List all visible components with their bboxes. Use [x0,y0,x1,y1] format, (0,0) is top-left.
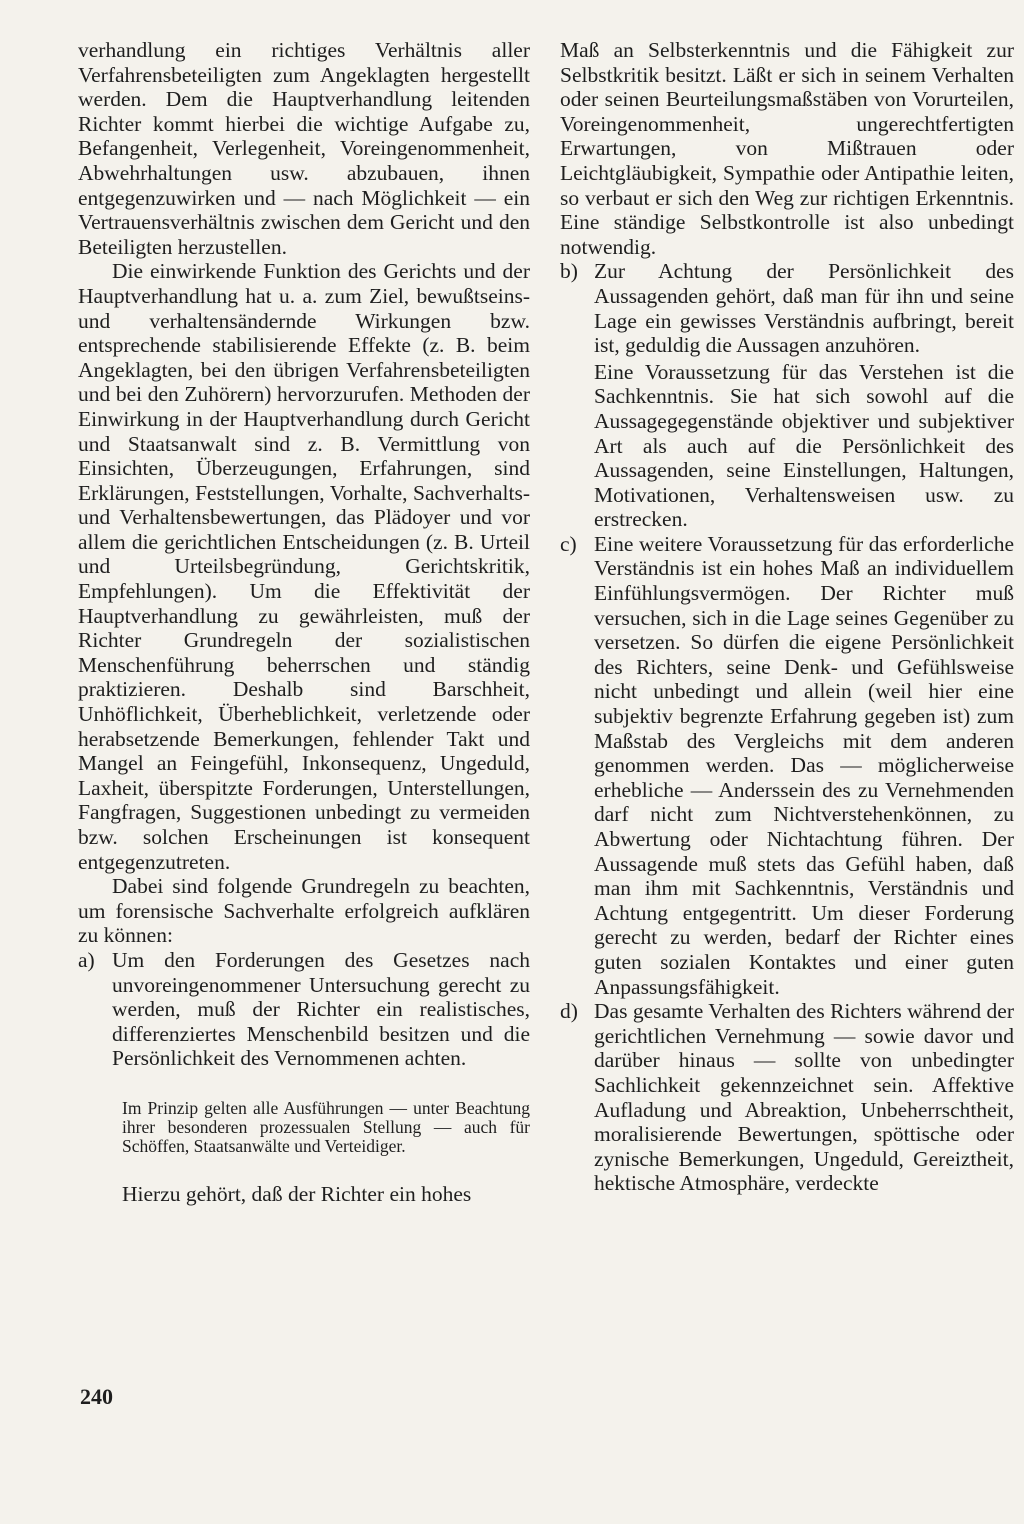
paragraph: Dabei sind folgende Grundregeln zu beachten, um forensische Sachverhalte erfolgreich aufklären zu können: [78,874,530,948]
list-item-text: Eine Voraussetzung für das Verstehen ist die Sachkenntnis. Sie hat sich sowohl auf die Aussagegegenstände objektiver und subjektiver Art als auch auf die Persönlichkeit des Aussagenden, seine Einstellungen, Haltungen, Motivationen, Verhaltensweisen usw. zu erstrecken. [594,359,1014,532]
right-column [560,38,1014,1196]
list-label: c) [560,531,577,556]
list-item-d [560,999,1014,1196]
list-item-text: Das gesamte Verhalten des Richters während der gerichtlichen Vernehmung — sowie davor und darüber hinaus — sollte von unbedingter Sachlichkeit gekennzeichnet sein. Affektive Aufladung und Abreaktion, Unbeherrschtheit, moralisierende Bewertungen, spöttische oder zynische Bemerkungen, Ungeduld, Gereiztheit, hektische Atmosphäre, verdeckte [594,999,1014,1196]
list-label: b) [560,259,578,284]
list-item-b [560,259,1014,532]
list-item-text: Zur Achtung der Persönlichkeit des Aussagenden gehört, daß man für ihn und seine Lage ein gewisses Verständnis aufbringt, bereit ist, geduldig die Aussagen anzuhören. [594,259,1014,358]
list-item-a [78,948,530,1071]
page-number: 240 [80,1384,113,1409]
list-label: a) [78,947,95,972]
list-item-text: Um den Forderungen des Gesetzes nach unvoreingenommener Untersuchung gerecht zu werden, muß der Richter ein realistisches, differenziertes Menschenbild besitzen und die Persönlichkeit des Vernommenen achten. [112,947,530,1071]
list-label: d) [560,999,578,1024]
left-column [78,38,530,1207]
paragraph: Maß an Selbsterkenntnis und die Fähigkeit zur Selbstkritik besitzt. Läßt er sich in seinem Verhalten oder seinen Beurteilungsmaßstäben von Vorurteilen, Voreingenommenheit, ungerechtfertigten Erwartungen, von Mißtrauen oder Leichtgläubigkeit, Sympathie oder Antipathie leiten, so verbaut er sich den Weg zur richtigen Erkenntnis. Eine ständige Selbstkontrolle ist also unbedingt notwendig. [560,38,1014,259]
paragraph: verhandlung ein richtiges Verhältnis aller Verfahrensbeteiligten zum Angeklagten hergestellt werden. Dem die Hauptverhandlung leitenden Richter kommt hierbei die wichtige Aufgabe zu, Befangenheit, Verlegenheit, Voreingenommenheit, Abwehrhaltungen usw. abzubauen, ihnen entgegenzuwirken und — nach Möglichkeit — ein Vertrauensverhältnis zwischen dem Gericht und den Beteiligten herzustellen. [78,38,530,259]
paragraph: Hierzu gehört, daß der Richter ein hohes [122,1181,472,1206]
list-item-text: Eine weitere Voraussetzung für das erforderliche Verständnis ist ein hohes Maß an individuellem Einfühlungsvermögen. Der Richter muß versuchen, sich in die Lage seines Gegenüber zu versetzen. So dürfen die eigene Persönlichkeit des Richters, seine Denk- und Gefühlsweise nicht unbedingt und allein (weil hier eine subjektiv begrenzte Erfahrung gegeben ist) zum Maßstab des Vergleichs mit dem anderen genommen werden. Das — möglicherweise erhebliche — Anderssein des zu Vernehmenden darf nicht zum Nichtverstehenkönnen, zu Abwertung oder Nichtachtung führen. Der Aussagende muß stets das Gefühl haben, daß man ihm mit Sachkenntnis, Verständnis und Achtung entgegentritt. Um dieser Forderung gerecht zu werden, bedarf der Richter eines guten sozialen Kontaktes und einer guten Anpassungsfähigkeit. [594,531,1014,999]
footnote: Im Prinzip gelten alle Ausführungen — unter Beachtung ihrer besonderen prozessualen Stellung — auch für Schöffen, Staatsanwälte und Verteidiger. [122,1097,530,1156]
paragraph: Die einwirkende Funktion des Gerichts und der Hauptverhandlung hat u. a. zum Ziel, bewußtseins- und verhaltensändernde Wirkungen bzw. entsprechende stabilisierende Effekte (z. B. beim Angeklagten, bei den übrigen Verfahrensbeteiligten und bei den Zuhörern) hervorzurufen. Methoden der Einwirkung in der Hauptverhandlung durch Gericht und Staatsanwalt sind z. B. Vermittlung von Einsichten, Überzeugungen, Erfahrungen, sind Erklärungen, Feststellungen, Vorhalte, Sachverhalts- und Verhaltensbewertungen, das Plädoyer und vor allem die gerichtlichen Entscheidungen (z. B. Urteil und Urteilsbegründung, Gerichtskritik, Empfehlungen). Um die Effektivität der Hauptverhandlung zu gewährleisten, muß der Richter Grundregeln der sozialistischen Menschenführung beherrschen und ständig praktizieren. Deshalb sind Barschheit, Unhöflichkeit, Überheblichkeit, verletzende oder herabsetzende Bemerkungen, fehlender Takt und Mangel an Feingefühl, Inkonsequenz, Ungeduld, Laxheit, überspitzte Forderungen, Unterstellungen, Fangfragen, Suggestionen unbedingt zu vermeiden bzw. solchen Erscheinungen ist konsequent entgegenzutreten. [78,259,530,874]
list-item-c [560,532,1014,999]
